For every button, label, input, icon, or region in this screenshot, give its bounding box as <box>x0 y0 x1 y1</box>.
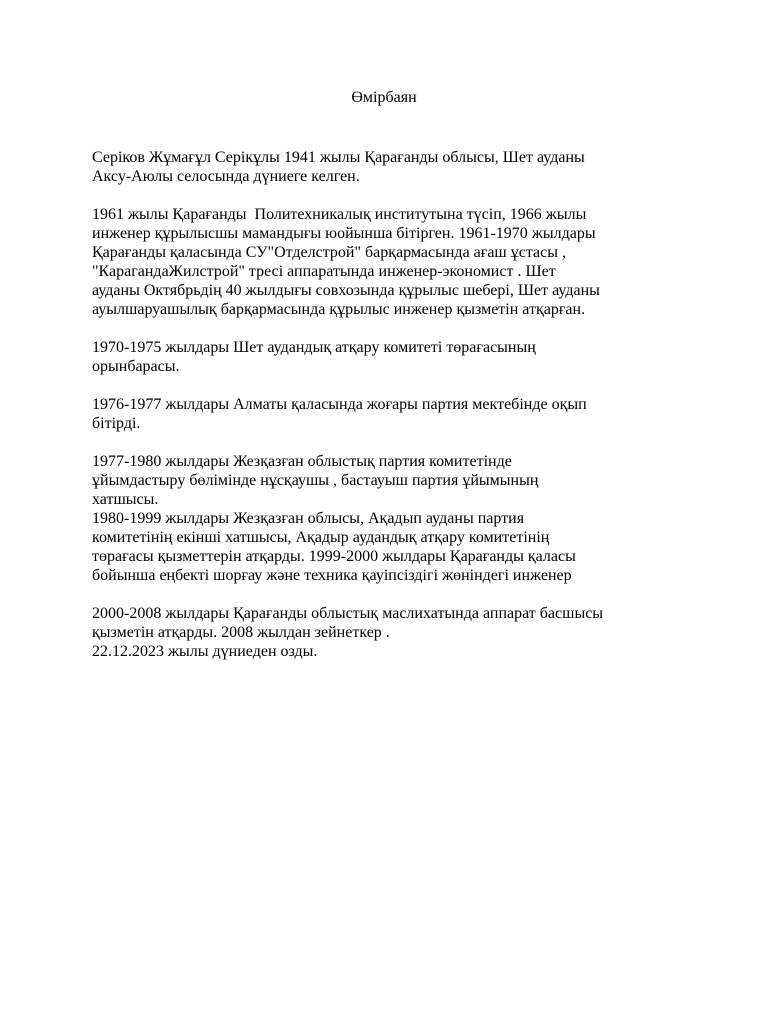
paragraph-2000-2008 <box>92 604 692 642</box>
text-line: орынбарасы. <box>92 358 180 375</box>
paragraph-1977-1980 <box>92 452 692 509</box>
text-line: 2000-2008 жылдары Қарағанды облыстық маслихатында аппарат басшысы <box>92 605 604 622</box>
text-line: 1976-1977 жылдары Алматы қаласында жоғары партия мектебінде оқып <box>92 396 587 413</box>
text-line: Серіков Жұмағұл Серікұлы 1941 жылы Қарағанды облысы, Шет ауданы <box>92 149 585 166</box>
text-line: бойынша еңбекті шорғау және техника қауіпсіздігі жөніндегі инженер <box>92 567 572 584</box>
paragraph-death <box>92 642 692 661</box>
text-line: қызметін атқарды. 2008 жылдан зейнеткер . <box>92 624 390 641</box>
paragraph-1970-1975 <box>92 338 692 376</box>
document-body <box>92 148 692 661</box>
text-line: ұйымдастыру бөлімінде нұсқаушы , бастауыш партия ұйымының <box>92 472 539 489</box>
paragraph-1976-1977 <box>92 395 692 433</box>
paragraph-birth <box>92 148 692 186</box>
text-line: инженер құрылысшы мамандығы юойынша бітірген. 1961-1970 жылдары <box>92 225 596 242</box>
text-line: 22.12.2023 жылы дүниеден озды. <box>92 643 318 660</box>
paragraph-education-career <box>92 205 692 319</box>
text-line: ауданы Октябрьдің 40 жылдығы совхозында құрылыс шебері, Шет ауданы <box>92 282 600 299</box>
text-line: 1980-1999 жылдары Жезқазған облысы, Ақадып ауданы партия <box>92 510 525 527</box>
text-line: 1970-1975 жылдары Шет аудандық атқару комитеті төрағасының <box>92 339 536 356</box>
text-line: төрағасы қызметтерін атқарды. 1999-2000 жылдары Қарағанды қаласы <box>92 548 576 565</box>
text-line: "КарагандаЖилстрой" тресі аппаратында инженер-экономист . Шет <box>92 263 556 280</box>
text-line: ауылшаруашылық барқармасында құрылыс инженер қызметін атқарған. <box>92 301 586 318</box>
text-line: Қарағанды қаласында СУ"Отделстрой" барқармасында ағаш ұстасы , <box>92 244 566 261</box>
document-title: Өмірбаян <box>351 89 417 106</box>
text-line: 1977-1980 жылдары Жезқазған облыстық партия комитетінде <box>92 453 512 470</box>
paragraph-1980-2000 <box>92 509 692 585</box>
text-line: комитетінің екінші хатшысы, Ақадыр аудандық атқару комитетінің <box>92 529 550 546</box>
text-line: Аксу-Аюлы селосында дүниеге келген. <box>92 168 360 185</box>
text-line: бітірді. <box>92 415 141 432</box>
text-line: хатшысы. <box>92 491 159 508</box>
text-line: 1961 жылы Қарағанды Политехникалық институтына түсіп, 1966 жылы <box>92 206 587 223</box>
